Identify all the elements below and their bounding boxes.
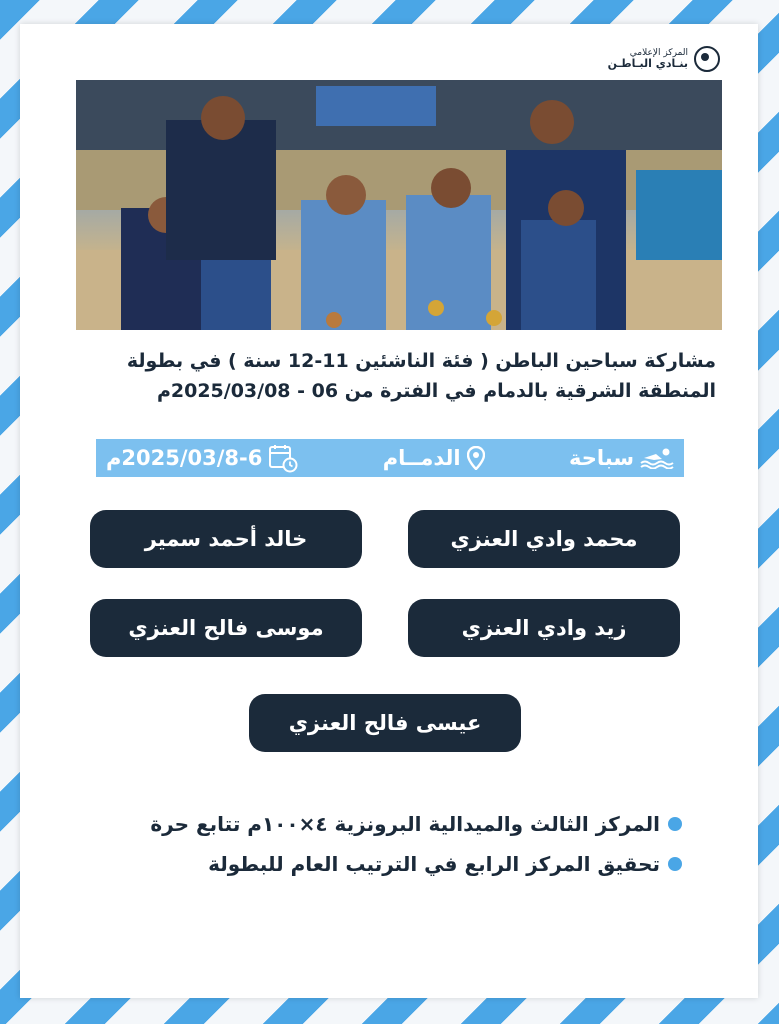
event-info-bar — [96, 439, 684, 477]
team-photo-illustration — [76, 80, 722, 330]
achievement-text: تحقيق المركز الرابع في الترتيب العام للبطولة — [208, 852, 660, 876]
poster-card — [20, 24, 758, 998]
sport-info — [569, 446, 674, 470]
achievement-item — [150, 804, 682, 844]
logo-line2: بنـادي البـاطـن — [607, 56, 688, 70]
headline-line2: المنطقة الشرقية بالدمام في الفترة من 06 - 2025/03/08م — [156, 380, 716, 402]
swimmer-name-pill: محمد وادي العنزي — [408, 510, 680, 568]
bullet-dot-icon — [668, 817, 682, 831]
logo-text — [608, 49, 688, 70]
swimmer-name-pill: خالد أحمد سمير — [90, 510, 362, 568]
swimmer-name-pill: موسى فالح العنزي — [90, 599, 362, 657]
swimmer-name-pill: عيسى فالح العنزي — [249, 694, 521, 752]
headline-line1: مشاركة سباحين الباطن ( فئة الناشئين 11-12 سنة ) في بطولة — [126, 350, 716, 372]
date-info — [106, 443, 298, 473]
achievement-item — [150, 844, 682, 884]
logo-line1: المركز الإعلامي — [629, 47, 688, 58]
location-info — [383, 446, 485, 470]
achievement-text: المركز الثالث والميدالية البرونزية ٤×١٠٠م تتابع حرة — [150, 812, 660, 836]
bullet-dot-icon — [668, 857, 682, 871]
location-label: الدمــام — [382, 446, 461, 470]
date-label: 2025/03/8-6م — [106, 446, 263, 470]
achievements-list — [150, 804, 682, 884]
sport-label: سباحة — [569, 446, 634, 470]
swimmer-icon — [640, 447, 674, 469]
headline — [76, 346, 716, 406]
club-logo — [608, 46, 720, 72]
club-seal-icon — [694, 46, 720, 72]
map-pin-icon — [467, 446, 485, 470]
swimmer-name-pill: زيد وادي العنزي — [408, 599, 680, 657]
team-photo — [76, 80, 722, 330]
calendar-clock-icon — [268, 443, 298, 473]
